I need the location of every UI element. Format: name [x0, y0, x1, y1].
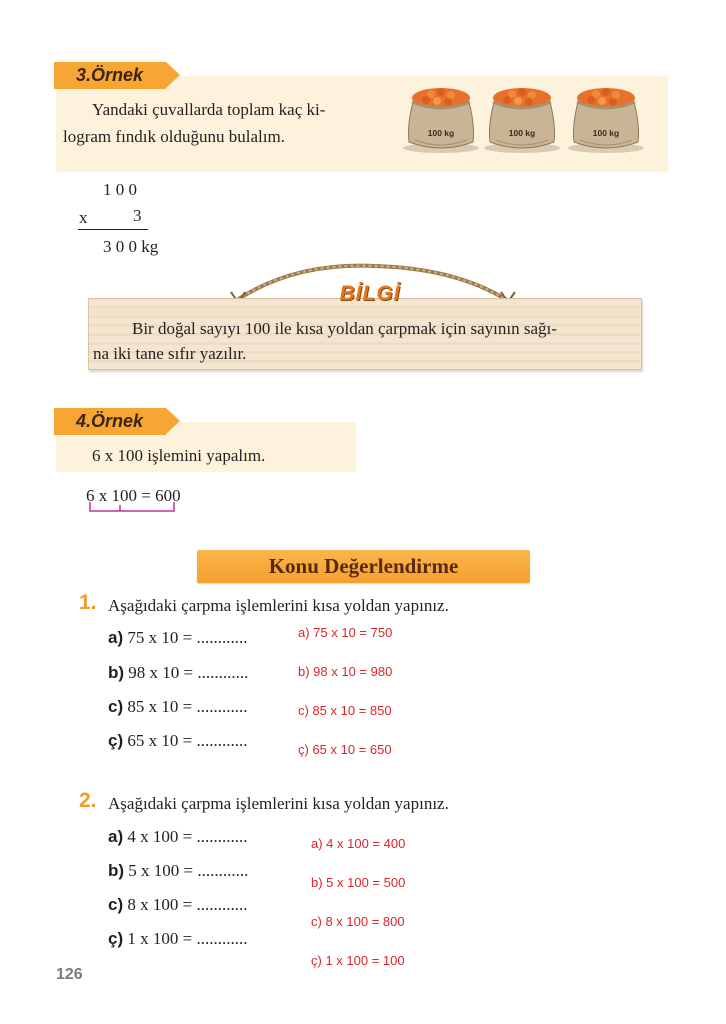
sack-weight-label: 100 kg: [592, 128, 620, 138]
question-item: [108, 895, 247, 915]
question-item: [108, 697, 247, 717]
item-label: c): [108, 697, 124, 716]
item-expression: 5 x 100 = ............: [128, 861, 249, 880]
item-label: a): [108, 827, 124, 846]
item-expression: 8 x 100 = ............: [127, 895, 248, 914]
info-text-line2: na iki tane sıfır yazılır.: [93, 344, 247, 363]
example4-tag: 4.Örnek: [54, 408, 166, 435]
example4-equation: 6 x 100 = 600: [86, 486, 181, 505]
question-text: Aşağıdaki çarpma işlemlerini kısa yoldan yapınız.: [108, 596, 449, 615]
calc-line: [78, 229, 148, 230]
page-number: 126: [56, 966, 83, 983]
hazelnut-sack-icon: [566, 80, 646, 154]
handwritten-answer: b) 5 x 100 = 500: [311, 875, 406, 890]
item-label: b): [108, 861, 125, 880]
question-item: [108, 827, 247, 847]
question-text: Aşağıdaki çarpma işlemlerini kısa yoldan yapınız.: [108, 794, 449, 813]
zeros-bracket: [88, 500, 178, 514]
example3-tag: 3.Örnek: [54, 62, 166, 89]
example3-text-line2: logram fındık olduğunu bulalım.: [63, 127, 285, 146]
sack-weight-label: 100 kg: [427, 128, 455, 138]
calc-multiplicand: 1 0 0: [103, 180, 137, 199]
calc-operator: x: [79, 208, 88, 227]
item-label: b): [108, 663, 125, 682]
handwritten-answer: c) 8 x 100 = 800: [311, 914, 405, 929]
item-expression: 4 x 100 = ............: [127, 827, 248, 846]
handwritten-answer: ç) 65 x 10 = 650: [298, 742, 392, 757]
calc-multiplier: 3: [133, 206, 142, 225]
question-item: [108, 929, 247, 949]
section-title: Konu Değerlendirme: [197, 550, 530, 583]
example4-text: 6 x 100 işlemini yapalım.: [92, 446, 266, 465]
hazelnut-sack-icon: [401, 80, 481, 154]
handwritten-answer: a) 75 x 10 = 750: [298, 625, 393, 640]
hazelnut-sack-icon: [482, 80, 562, 154]
handwritten-answer: a) 4 x 100 = 400: [311, 836, 406, 851]
question-item: [108, 861, 248, 881]
item-expression: 75 x 10 = ............: [127, 628, 248, 647]
question-item: [108, 628, 247, 648]
item-expression: 85 x 10 = ............: [127, 697, 248, 716]
item-expression: 65 x 10 = ............: [127, 731, 248, 750]
info-text-line1: Bir doğal sayıyı 100 ile kısa yoldan çarpmak için sayının sağı-: [132, 319, 557, 338]
question-item: [108, 731, 247, 751]
item-label: ç): [108, 929, 124, 948]
example3-text-line1: Yandaki çuvallarda toplam kaç ki-: [92, 100, 326, 119]
item-label: a): [108, 628, 124, 647]
item-label: c): [108, 895, 124, 914]
handwritten-answer: ç) 1 x 100 = 100: [311, 953, 405, 968]
question-number: 1.: [79, 591, 97, 614]
info-title: BİLGİ: [339, 282, 401, 305]
sack-weight-label: 100 kg: [508, 128, 536, 138]
item-expression: 98 x 10 = ............: [128, 663, 249, 682]
handwritten-answer: c) 85 x 10 = 850: [298, 703, 392, 718]
calc-result: 3 0 0 kg: [103, 237, 159, 256]
item-expression: 1 x 100 = ............: [127, 929, 248, 948]
handwritten-answer: b) 98 x 10 = 980: [298, 664, 393, 679]
question-number: 2.: [79, 789, 97, 812]
item-label: ç): [108, 731, 124, 750]
question-item: [108, 663, 248, 683]
